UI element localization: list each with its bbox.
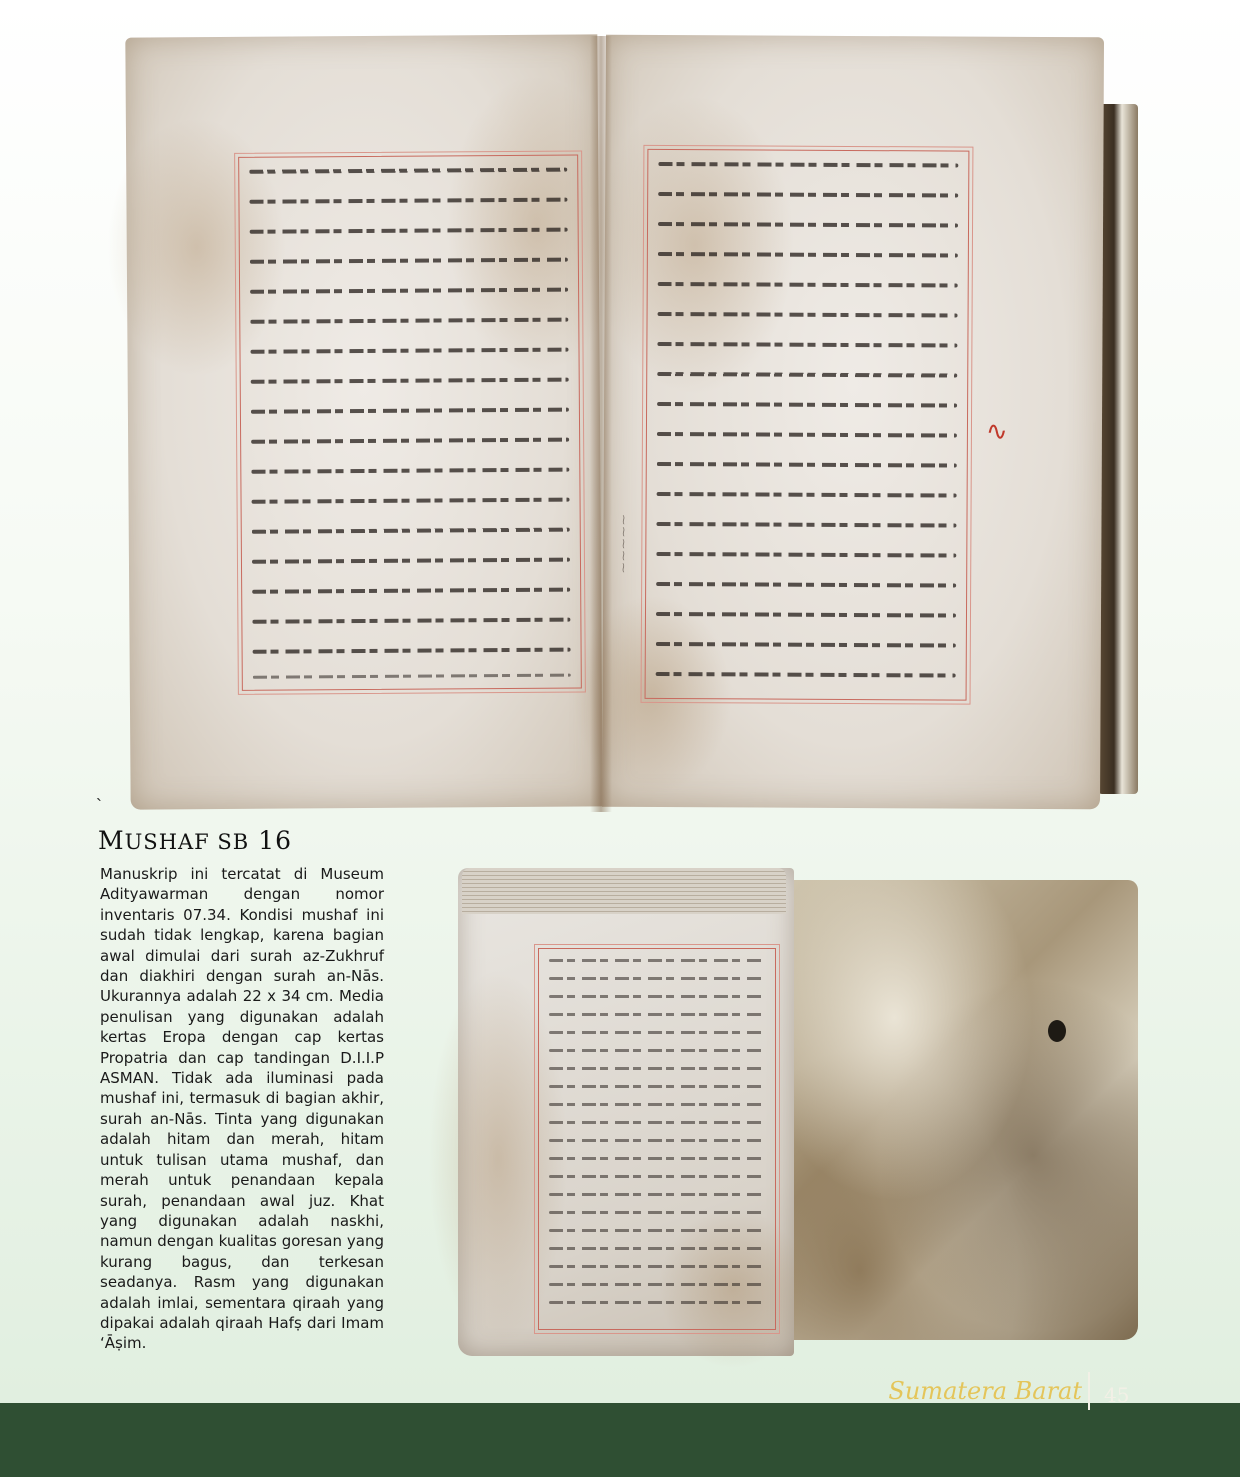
manuscript-worn-cover [790,880,1138,1340]
footer-divider [1088,1372,1090,1410]
left-page-text-frame [238,154,582,690]
margin-annotation: ⁓⁓⁓⁓⁓ [617,514,629,575]
manuscript-cover-edge [1098,104,1138,794]
stray-mark: ` [96,796,102,816]
juz-marker-red: ∿ [985,416,1008,447]
manuscript-photo-damaged [458,858,1138,1360]
manuscript-right-page [602,35,1104,810]
page-number: 45 [1104,1383,1130,1407]
footer-region-label: Sumatera Barat [888,1377,1082,1405]
manuscript-left-page [125,34,602,809]
footer-bar [0,1403,1240,1477]
page-stack-edge [462,868,786,914]
damaged-page-text-frame [538,948,776,1330]
manuscript-photo-open [128,36,1140,812]
cover-hole [1048,1020,1066,1042]
caption-body: Manuskrip ini tercatat di Museum Adityawarman dengan nomor inventaris 07.34. Kondisi mushaf ini sudah tidak lengkap, karena bagian awal dimulai dari surah az-Zukhruf dan diakhiri dengan surah an-Nās. Ukurannya adalah 22 x 34 cm. Media penulisan yang digunakan adalah kertas Eropa dengan cap kertas Propatria dan cap tandingan D.I.I.P ASMAN. Tidak ada iluminasi pada mushaf ini, termasuk di bagian akhir, surah an-Nās. Tinta yang digunakan adalah hitam dan merah, hitam untuk tulisan utama mushaf, dan merah untuk penandaan kepala surah, penandaan awal juz. Khat yang digunakan adalah naskhi, namun dengan kualitas goresan yang kurang bagus, dan terkesan seadanya. Rasm yang digunakan adalah imlai, sementara qiraah yang dipakai adalah qiraah Hafṣ dari Imam ‘Āṣim. [100,865,384,1353]
right-page-text-frame [645,149,970,701]
caption-title: MUSHAF SB 16 [98,826,293,855]
manuscript-damaged-page [458,868,794,1356]
manuscript-gutter [590,36,612,812]
